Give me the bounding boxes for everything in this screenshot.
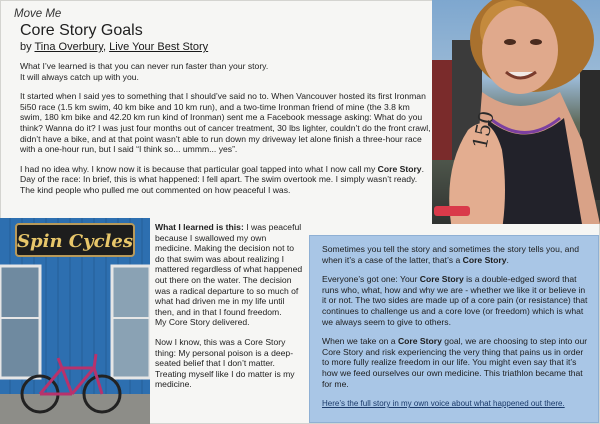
callout-paragraph-2 xyxy=(322,274,588,327)
story-p2-text-a: I had no idea why. I know now it is because that particular goal tapped into what I now call my xyxy=(20,163,378,174)
story-paragraph-1: It started when I said yes to something that I should’ve said no to. When Vancouver hosted its first Ironman 5i50 race (1.5 km swim, 40 km bike and 10 km run), and a two-time Ironman friend of mine (the 3.8 km swim, 180 km bike and 42.20 km run kind of Ironman) sent me a Facebook message asking: What do you think? Wanna do it? I was just four months out of cancer treatment, 30 lbs lighter, couldn’t do the front crawl, didn’t have a bike, and at that point wasn’t able to run down my driveway let alone finish a three-hour race with a one-hour run, but I said “I think so... ummm... yes”. xyxy=(20,91,431,155)
site-link[interactable]: Live Your Best Story xyxy=(109,41,209,53)
story-p2-bold: Core Story xyxy=(377,163,422,174)
author-link[interactable]: Tina Overbury xyxy=(34,41,103,53)
middle-paragraph-1 xyxy=(155,222,303,328)
byline-by: by xyxy=(20,41,32,53)
middle-p1-bold: What I learned is this: xyxy=(155,222,244,232)
story-p2-text-b: . Day of the race: In brief, this is what happened: I fell apart. The swim overtook me. I simply wasn’t ready. The kind people who pulled me out commented on how peaceful I was. xyxy=(20,163,424,195)
callout-p2-bold: Core Story xyxy=(419,274,464,285)
page-title: Core Story Goals xyxy=(20,22,143,39)
middle-p1-end: My Core Story delivered. xyxy=(155,317,250,328)
callout-p2-text-a: Everyone’s got one: Your xyxy=(322,274,420,285)
section-kicker: Move Me xyxy=(14,8,62,20)
bike-shop-photo xyxy=(0,218,150,424)
intro-paragraph xyxy=(20,61,432,82)
shop-sign-text: Spin Cycles xyxy=(17,231,133,252)
callout-p1-text-a: Sometimes you tell the story and sometimes the story tells you, and when it’s a case of the latter, that’s a xyxy=(322,244,579,265)
callout-p1-bold: Core Story xyxy=(462,254,507,265)
callout-p3-bold: Core Story xyxy=(397,336,442,347)
runner-photo xyxy=(432,0,600,224)
bike-shop-illustration xyxy=(0,218,150,424)
callout-p3-text-a: When we take on a xyxy=(322,336,398,347)
core-story-callout xyxy=(309,235,599,423)
full-story-link[interactable]: Here’s the full story in my own voice about what happened out there. xyxy=(322,399,565,409)
callout-p3-text-b: goal, we are choosing to step into our Core Story and risk experiencing the very thing that pains us in order to more fully realize freedom in our life. You might even say that it’s how we feed ourselves our own medicine. This triathlon became that for me. xyxy=(322,336,588,389)
story-paragraph-2 xyxy=(20,164,432,196)
runner-illustration xyxy=(432,0,600,224)
arm-number-text: 150 xyxy=(467,108,499,152)
byline xyxy=(20,41,432,53)
intro-line-1: What I’ve learned is that you can never run faster than your story. xyxy=(20,61,269,71)
callout-p2-text-b: is a double-edged sword that runs who, what, how and why we are - whether we like it or believe in it or not. The two sides are made up of a core pain (or resistance) that continues to challenge us and a core love (or freedom) which is what we always seem to give to others. xyxy=(322,274,588,327)
middle-paragraph-2: Now I know, this was a Core Story thing: My personal poison is a deep-seated belief that I don’t matter. Treating myself like I do matter is my medicine. xyxy=(155,336,295,390)
byline-separator: , xyxy=(102,41,107,53)
callout-paragraph-1 xyxy=(322,244,588,265)
intro-line-2: It will always catch up with you. xyxy=(20,71,139,82)
callout-paragraph-3 xyxy=(322,336,588,389)
middle-column xyxy=(155,222,303,399)
middle-p1-text: I was peaceful because I swallowed my own medicine. Making the decision not to do that swim was about realizing I mattered regardless of what happened out there on the water. The decision was a radical departure to so much of what had driven me in my life until then, and in that I found freedom. xyxy=(155,222,303,317)
article-top xyxy=(14,8,432,196)
callout-p1-text-b: . xyxy=(506,254,509,265)
